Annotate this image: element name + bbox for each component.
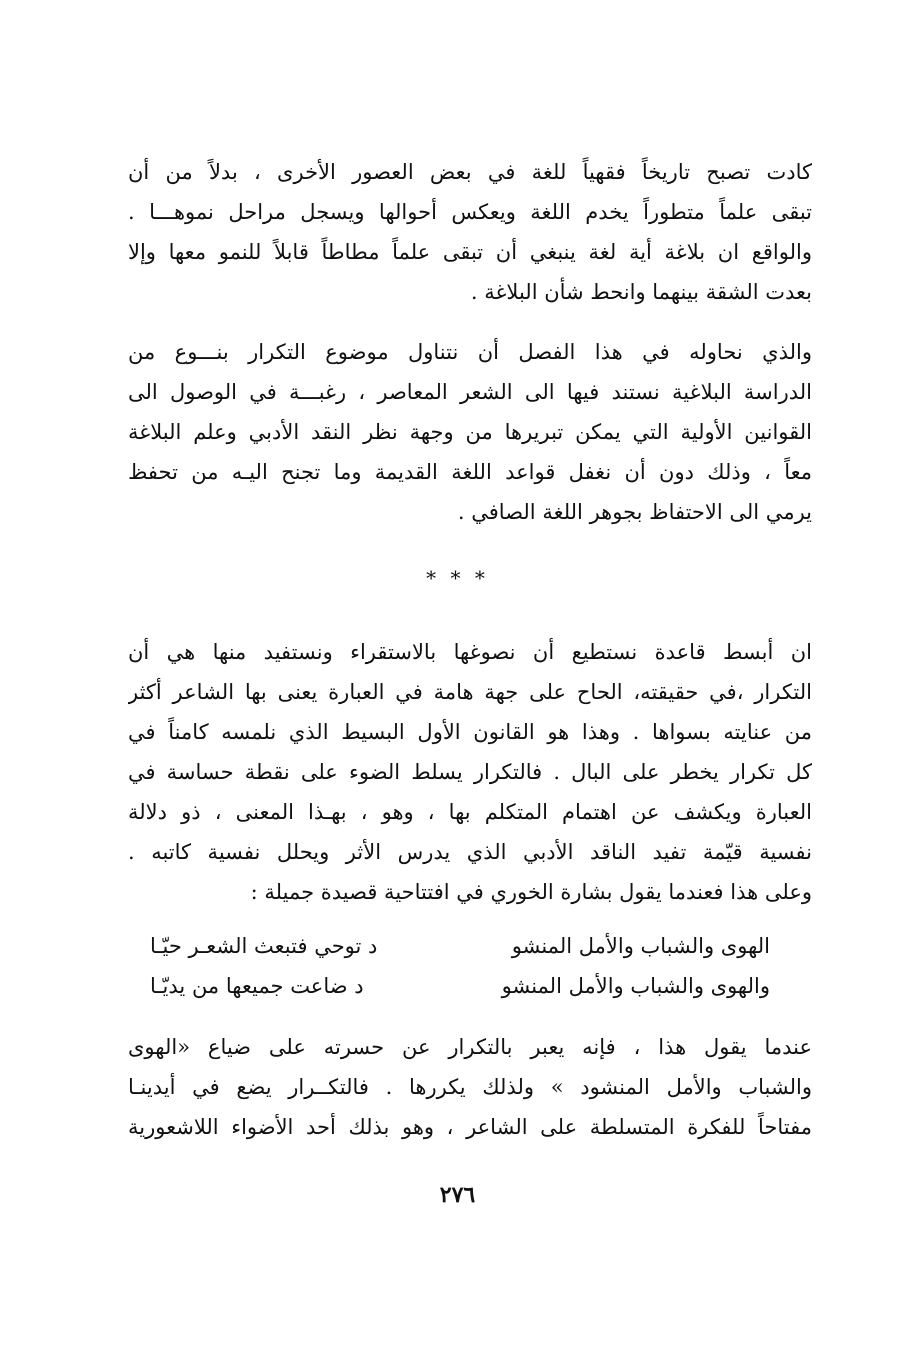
paragraph-2: [128, 332, 812, 532]
text-line: القوانين الأولية التي يمكن تبريرها من وجهة نظر النقد الأدبي وعلم البلاغة: [128, 420, 812, 444]
verse-first-hemistich: والهوى والشباب والأمل المنشو: [501, 974, 770, 998]
section-separator: * * *: [426, 566, 489, 590]
verse-second-hemistich: د ضاعت جميعها من يديّـا: [150, 974, 364, 998]
text-line: معاً ، وذلك دون أن نغفل قواعد اللغة القديمة وما تجنح اليـه من تحفظ: [128, 460, 812, 484]
text-line: يرمي الى الاحتفاظ بجوهر اللغة الصافي .: [457, 500, 812, 524]
text-line: الدراسة البلاغية نستند فيها الى الشعر المعاصر ، رغبـــة في الوصول الى: [128, 380, 812, 404]
text-line: بعدت الشقة بينهما وانحط شأن البلاغة .: [470, 280, 812, 304]
verse-line: [150, 926, 770, 966]
paragraph-1: [128, 152, 812, 312]
paragraph-4: [128, 1027, 812, 1147]
text-line: نفسية قيّمة تفيد الناقد الأدبي الذي يدرس الأثر ويحلل نفسية كاتبه .: [128, 840, 812, 864]
verse-second-hemistich: د توحي فتبعث الشعـر حيّـا: [150, 934, 378, 958]
text-line: والواقع ان بلاغة أية لغة ينبغي أن تبقى علماً مطاطاً قابلاً للنمو معها وإلا: [128, 240, 812, 264]
verse-line: [150, 966, 770, 1006]
text-line: ان أبسط قاعدة نستطيع أن نصوغها بالاستقراء ونستفيد منها هي أن: [128, 640, 812, 664]
text-line: تبقى علماً متطوراً يخدم اللغة ويعكس أحوالها ويسجل مراحل نموهـــا .: [128, 200, 812, 224]
text-line: كل تكرار يخطر على البال . فالتكرار يسلط الضوء على نقطة حساسة في: [128, 760, 812, 784]
page-number: ٢٧٦: [439, 1182, 476, 1208]
text-line: عندما يقول هذا ، فإنه يعبر بالتكرار عن حسرته على ضياع «الهوى: [128, 1035, 812, 1059]
text-line: التكرار ،في حقيقته، الحاح على جهة هامة في العبارة يعنى بها الشاعر أكثر: [128, 680, 812, 704]
poem-verse: [150, 926, 770, 1006]
paragraph-3: [128, 632, 812, 912]
verse-first-hemistich: الهوى والشباب والأمل المنشو: [511, 934, 770, 958]
text-line: العبارة ويكشف عن اهتمام المتكلم بها ، وهو ، بهـذا المعنى ، ذو دلالة: [128, 800, 812, 824]
text-line: من عنايته بسواها . وهذا هو القانون الأول البسيط الذي نلمسه كامناً في: [128, 720, 812, 744]
text-line: كادت تصبح تاريخاً فقهياً للغة في بعض العصور الأخرى ، بدلاً من أن: [128, 160, 812, 184]
text-line: مفتاحاً للفكرة المتسلطة على الشاعر ، وهو بذلك أحد الأضواء اللاشعورية: [128, 1115, 812, 1139]
text-line: وعلى هذا فعندما يقول بشارة الخوري في افتتاحية قصيدة جميلة :: [250, 880, 812, 904]
text-line: والذي نحاوله في هذا الفصل أن نتناول موضوع التكرار بنـــوع من: [128, 340, 812, 364]
text-line: والشباب والأمل المنشود » ولذلك يكررها . فالتكــرار يضع في أيدينـا: [128, 1075, 812, 1099]
